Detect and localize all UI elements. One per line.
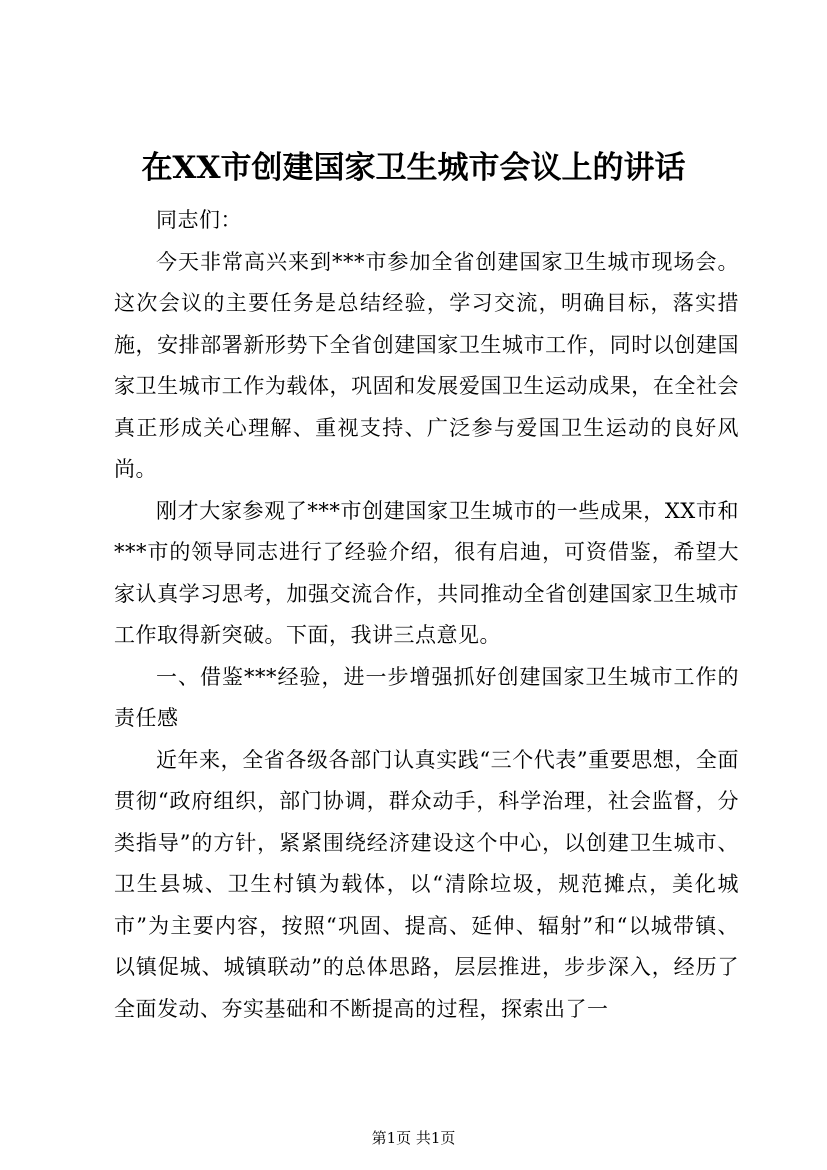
- paragraph-intro: 今天非常高兴来到***市参加全省创建国家卫生城市现场会。这次会议的主要任务是总结经验，学习交流，明确目标，落实措施，安排部署新形势下全省创建国家卫生城市工作，同时以创建国家卫生城市工作为载体，巩固和发展爱国卫生运动成果，在全社会真正形成关心理解、重视支持、广泛参与爱国卫生运动的良好风尚。: [114, 249, 739, 481]
- paragraph-recent-years: 近年来，全省各级各部门认真实践“三个代表”重要思想，全面贯彻“政府组织，部门协调，群众动手，科学治理，社会监督，分类指导”的方针，紧紧围绕经济建设这个中心，以创建卫生城市、卫生县城、卫生村镇为载体，以“清除垃圾，规范摊点，美化城市”为主要内容，按照“巩固、提高、延伸、辐射”和“以城带镇、以镇促城、城镇联动”的总体思路，层层推进，步步深入，经历了全面发动、夯实基础和不断提高的过程，探索出了一: [114, 747, 739, 1021]
- paragraph-salutation: 同志们：: [156, 208, 242, 232]
- paragraph-visit: 刚才大家参观了***市创建国家卫生城市的一些成果，XX市和***市的领导同志进行了经验介绍，很有启迪，可资借鉴，希望大家认真学习思考，加强交流合作，共同推动全省创建国家卫生城市工作取得新突破。下面，我讲三点意见。: [114, 498, 739, 647]
- section-heading-1: 一、借鉴***经验，进一步增强抓好创建国家卫生城市工作的责任感: [114, 664, 739, 730]
- document-body: [114, 200, 739, 1030]
- page-footer: 第1页 共1页: [371, 1129, 456, 1147]
- document-title: 在XX市创建国家卫生城市会议上的讲话: [141, 150, 686, 186]
